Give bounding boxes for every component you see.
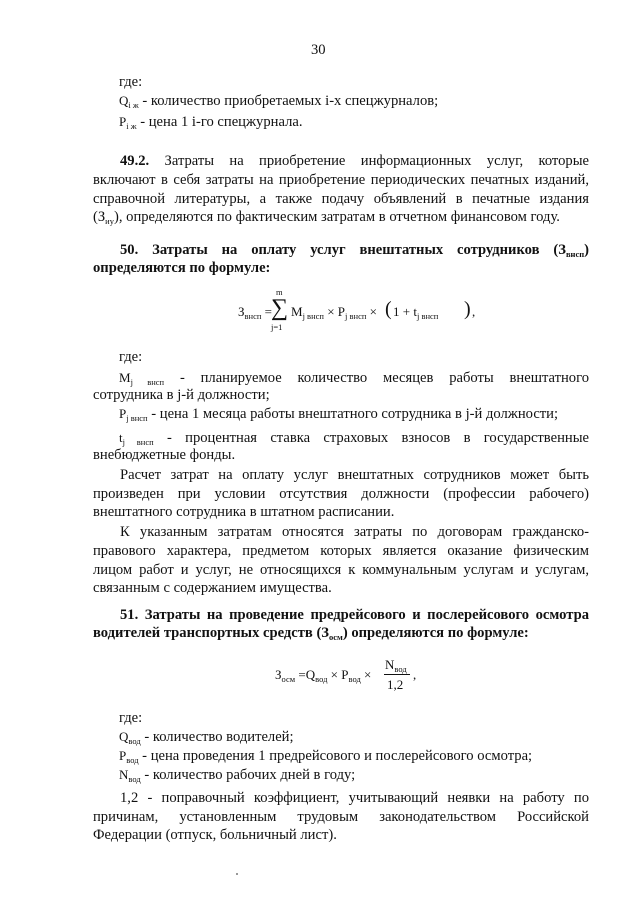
section-49-line-3: справочной литературы, а также подачу объявлений в печатные издания: [93, 191, 589, 207]
definition-q-journals: [119, 93, 438, 110]
formula-50-t-sub: j внсп: [416, 311, 439, 321]
definition-p-journals: [119, 114, 302, 131]
formula-51-p: P: [341, 667, 349, 682]
section-51-symbol-q: Q: [119, 729, 129, 744]
formula-51-fraction-bar: [384, 674, 410, 675]
section-50-heading-line-2: определяются по формуле:: [93, 260, 271, 276]
formula-51-lhs: З: [275, 667, 282, 682]
section-50-para-2-line-3: лицом работ и услуг, не относящихся к коммунальным услугам и услугам,: [93, 562, 589, 578]
formula-50-lhs: З: [238, 304, 245, 319]
section-50-def-p-text: - цена 1 месяца работы внештатного сотрудника в j-й должности;: [147, 406, 559, 422]
section-50-para-2-line-4: связанным с содержанием имущества.: [93, 580, 332, 596]
section-51-heading-sub: осм: [329, 632, 343, 642]
section-50-para-2-line-1: К указанным затратам относятся затраты по договорам гражданско-: [120, 524, 589, 540]
section-51-symbol-n: N: [119, 767, 129, 782]
section-50-def-p: [119, 406, 558, 423]
formula-50-sum-bottom: j=1: [271, 322, 283, 332]
section-50-number: 50.: [120, 242, 139, 258]
section-50-para-1-line-3: внештатного сотрудника в штатном расписании.: [93, 504, 395, 520]
where-label: где:: [119, 74, 143, 90]
formula-51-lhs-sub: осм: [281, 674, 296, 684]
formula-51-p-sub: вод: [348, 674, 361, 684]
section-50-def-t-line-2: внебюджетные фонды.: [93, 447, 236, 463]
formula-51-times-1: ×: [330, 667, 339, 682]
formula-51-q-sub: вод: [315, 674, 328, 684]
section-51-heading-line-2: [93, 625, 529, 642]
definition-p-text: - цена 1 i-го спецжурнала.: [136, 114, 303, 130]
symbol-q-sub: i ж: [128, 100, 139, 110]
section-51-def-q-text: - количество водителей;: [140, 729, 294, 745]
page-number: 30: [311, 42, 326, 58]
symbol-p-sub: i ж: [126, 121, 137, 131]
formula-50-sum-top: m: [276, 287, 283, 297]
section-51-symbol-p: P: [119, 748, 127, 763]
formula-51-times-2: ×: [364, 667, 372, 682]
section-51-symbol-n-sub: вод: [128, 774, 141, 784]
section-49-number: 49.2.: [120, 153, 150, 169]
formula-50-sigma: ∑: [271, 295, 289, 321]
formula-50-m: M: [291, 304, 303, 319]
section-49-sym-pre: (З: [93, 209, 106, 225]
section-51-def-n-text: - количество рабочих дней в году;: [140, 767, 356, 783]
section-51-def-n: [119, 767, 355, 784]
formula-50-paren-right: ): [464, 298, 471, 320]
formula-51-comma: ,: [413, 667, 417, 682]
section-50-def-m-text: - планируемое количество месяцев работы внештатного: [179, 370, 590, 386]
section-51-def-p: [119, 748, 532, 765]
formula-51-numerator-sub: вод: [394, 664, 407, 674]
section-49-text-4: ), определяются по фактическим затратам в отчетном финансовом году.: [113, 209, 560, 225]
formula-51-numerator: N: [385, 657, 395, 672]
formula-50-paren-left: (: [385, 298, 392, 320]
scan-speck: [236, 873, 238, 875]
formula-51-eq: =: [298, 667, 306, 682]
section-49-line-4: [93, 209, 560, 226]
formula-50-times-2: ×: [369, 304, 377, 319]
definition-q-text: - количество приобретаемых i-х спецжурналов;: [138, 93, 439, 109]
section-50-symbol-t-sub: j внсп: [122, 437, 154, 447]
formula-50-p-sub: j внсп: [345, 311, 367, 321]
symbol-q: Q: [119, 93, 129, 108]
formula-50-eq: =: [264, 304, 272, 319]
section-50-symbol-p-sub: j внсп: [126, 413, 148, 423]
formula-51-q: Q: [305, 667, 316, 682]
formula-50-comma: ,: [472, 304, 476, 319]
section-50-heading-sub: внсп: [565, 249, 585, 259]
section-49-sym-sub: иу: [105, 216, 114, 226]
section-50-heading-close: ): [584, 242, 589, 258]
section-49-line-1: [120, 152, 589, 171]
formula-50-one-plus-t: 1 + t: [393, 304, 417, 319]
section-50-symbol-m-sub: j внсп: [130, 377, 165, 387]
section-50-symbol-t: t: [119, 430, 123, 445]
section-51-heading-line-1: 51. Затраты на проведение предрейсового и послерейсового осмотра: [120, 607, 589, 623]
formula-50-p: P: [337, 304, 346, 319]
section-50-para-1-line-2: произведен при условии отсутствия должности (профессии рабочего): [93, 486, 589, 502]
section-51-where-label: где:: [119, 710, 143, 726]
section-50-def-m-line-2: сотрудника в j-й должности;: [93, 387, 270, 403]
section-51-heading-text: водителей транспортных средств (З: [93, 625, 330, 641]
formula-50-lhs-sub: внсп: [244, 311, 262, 321]
section-50-symbol-m: M: [119, 370, 131, 385]
section-51-coef-line-2: причинам, установленным трудовым законодательством Российской: [93, 809, 589, 825]
formula-50-times-1: ×: [327, 304, 335, 319]
section-51-def-p-text: - цена проведения 1 предрейсового и послерейсового осмотра;: [138, 748, 533, 764]
section-50-para-1-line-1: Расчет затрат на оплату услуг внештатных сотрудников может быть: [120, 467, 589, 483]
section-51-heading-post: ) определяются по формуле:: [342, 625, 529, 641]
section-49-text-1: Затраты на приобретение информационных услуг, которые: [164, 153, 589, 169]
section-51-coef-line-1: 1,2 - поправочный коэффициент, учитывающий неявки на работу по: [120, 790, 589, 806]
section-50-def-t-text: - процентная ставка страховых взносов в государственные: [166, 430, 589, 446]
section-50-symbol-p: P: [119, 406, 127, 421]
section-51-def-q: [119, 729, 294, 746]
formula-51-denominator: 1,2: [387, 677, 404, 692]
symbol-p: P: [119, 114, 127, 129]
section-50-where-label: где:: [119, 349, 143, 365]
section-51-symbol-q-sub: вод: [128, 736, 141, 746]
section-50-heading-text: Затраты на оплату услуг внештатных сотрудников (З: [152, 242, 566, 258]
section-49-line-2: включают в себя затраты на приобретение периодических печатных изданий,: [93, 172, 589, 188]
formula-50-m-sub: j внсп: [302, 311, 324, 321]
section-51-coef-line-3: Федерации (отпуск, больничный лист).: [93, 827, 337, 843]
section-51-symbol-p-sub: вод: [126, 755, 139, 765]
section-50-para-2-line-2: правового характера, предметом которых является оказание физическим: [93, 543, 589, 559]
